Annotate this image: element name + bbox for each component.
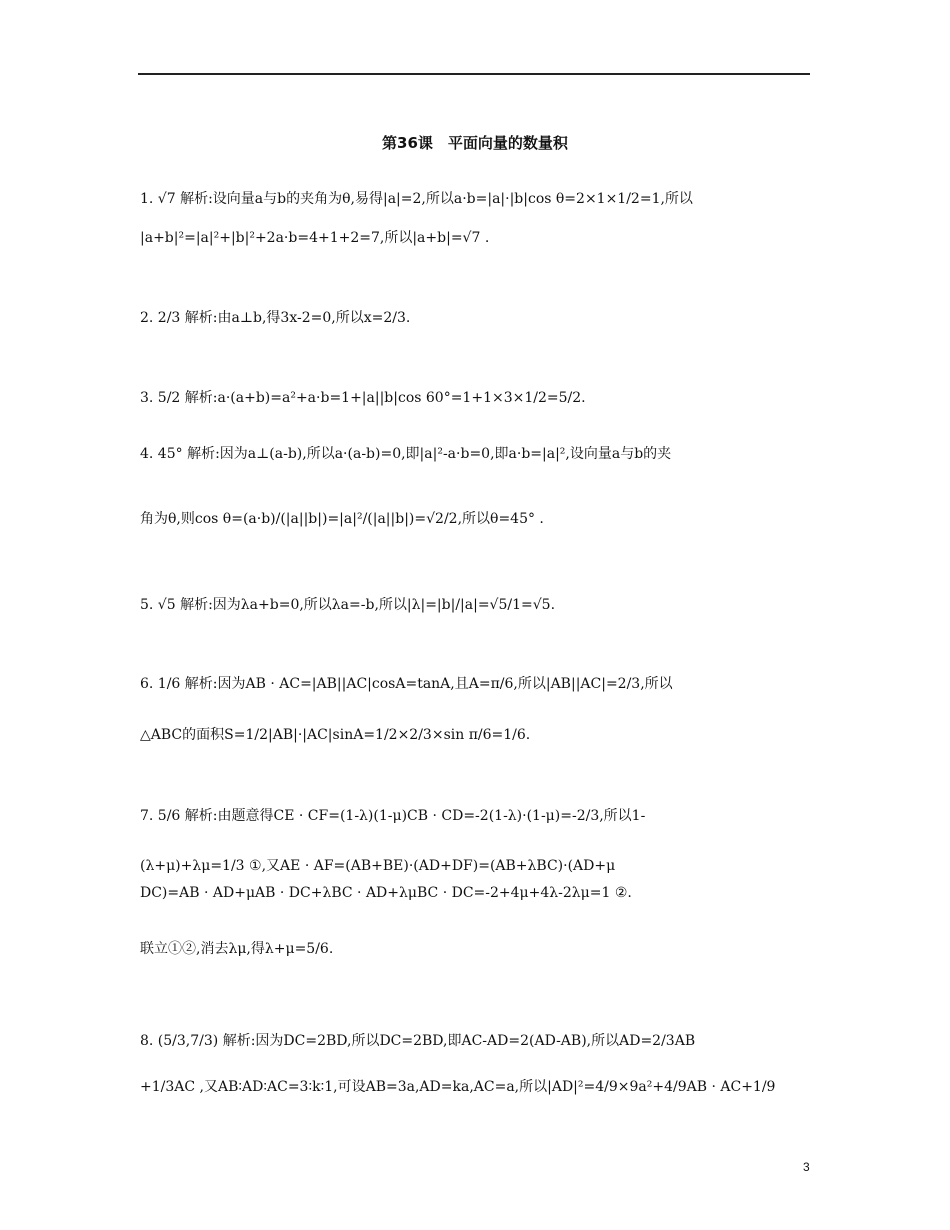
page-number: 3	[803, 1160, 810, 1174]
answer-line: (λ+μ)+λμ=1/3 ①,又AE · AF=(AB+BE)·(AD+DF)=(AB+λBC)·(AD+μ	[140, 858, 616, 874]
answer-line: 联立①②,消去λμ,得λ+μ=5/6.	[140, 941, 334, 957]
answer-line: 角为θ,则cos θ=(a·b)/(|a||b|)=|a|²/(|a||b|)=√2/2,所以θ=45° .	[140, 511, 544, 527]
answer-line: 4. 45° 解析:因为a⊥(a-b),所以a·(a-b)=0,即|a|²-a·b=0,即a·b=|a|²,设向量a与b的夹	[140, 446, 672, 462]
answer-line: +1/3AC ,又AB∶AD∶AC=3∶k∶1,可设AB=3a,AD=ka,AC=a,所以|AD|²=4/9×9a²+4/9AB · AC+1/9	[140, 1079, 776, 1095]
answer-line: 1. √7 解析:设向量a与b的夹角为θ,易得|a|=2,所以a·b=|a|·|b|cos θ=2×1×1/2=1,所以	[140, 191, 693, 207]
answer-line: △ABC的面积S=1/2|AB|·|AC|sinA=1/2×2/3×sin π/6=1/6.	[140, 727, 531, 743]
page-title: 第36课 平面向量的数量积	[382, 134, 568, 152]
answer-line: 7. 5/6 解析:由题意得CE · CF=(1-λ)(1-μ)CB · CD=-2(1-λ)·(1-μ)=-2/3,所以1-	[140, 808, 646, 824]
answer-line: 8. (5/3,7/3) 解析:因为DC=2BD,所以DC=2BD,即AC-AD=2(AD-AB),所以AD=2/3AB	[140, 1033, 696, 1049]
answer-line: |a+b|²=|a|²+|b|²+2a·b=4+1+2=7,所以|a+b|=√7 .	[140, 230, 490, 246]
answer-line: 5. √5 解析:因为λa+b=0,所以λa=-b,所以|λ|=|b|/|a|=√5/1=√5.	[140, 597, 556, 613]
header-rule	[138, 73, 810, 75]
answer-line: 3. 5/2 解析:a·(a+b)=a²+a·b=1+|a||b|cos 60°=1+1×3×1/2=5/2.	[140, 390, 586, 406]
answer-line: 6. 1/6 解析:因为AB · AC=|AB||AC|cosA=tanA,且A=π/6,所以|AB||AC|=2/3,所以	[140, 676, 673, 692]
answer-line: DC)=AB · AD+μAB · DC+λBC · AD+λμBC · DC=-2+4μ+4λ-2λμ=1 ②.	[140, 885, 632, 901]
answer-line: 2. 2/3 解析:由a⊥b,得3x-2=0,所以x=2/3.	[140, 310, 411, 326]
